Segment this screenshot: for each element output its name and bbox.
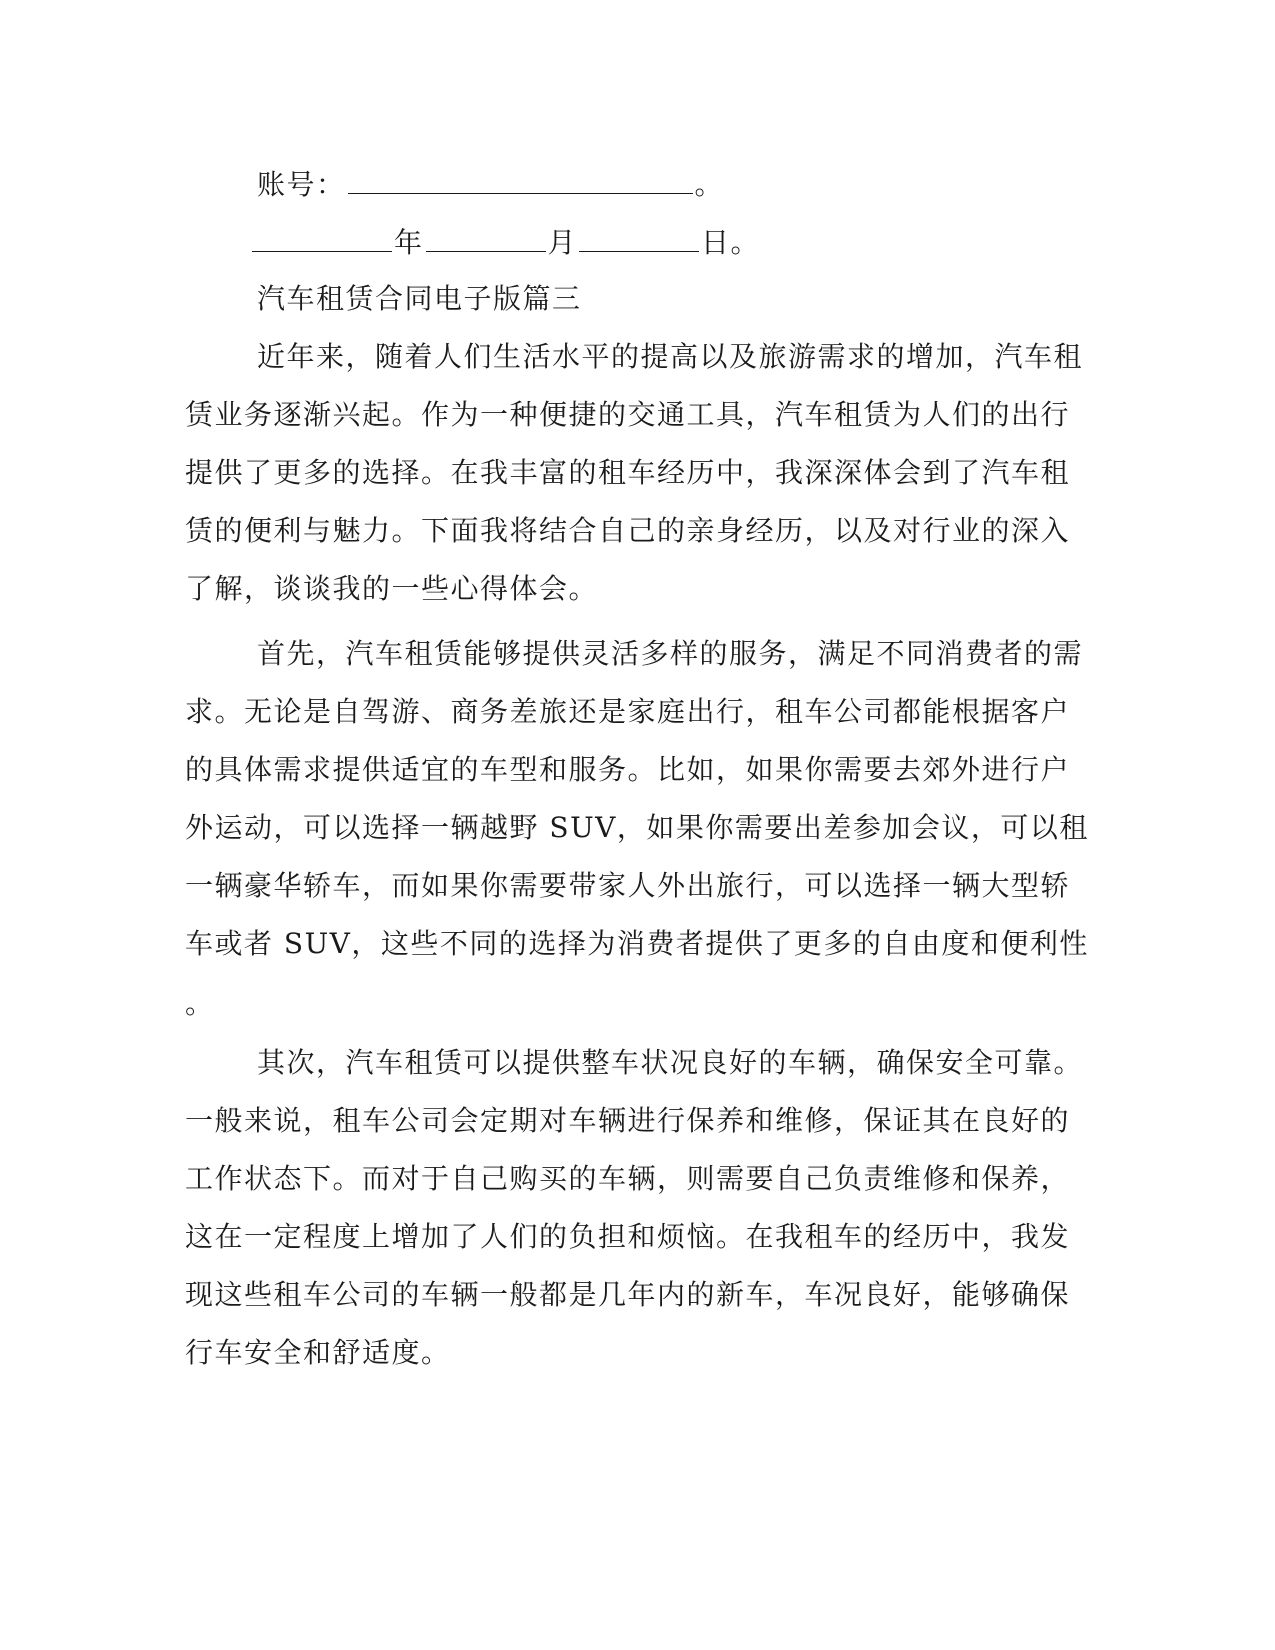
month-blank <box>426 221 546 252</box>
month-label: 月 <box>547 226 578 259</box>
paragraph-line: 。 <box>185 987 215 1020</box>
paragraph-line: 工作状态下。而对于自己购买的车辆，则需要自己负责维修和保养， <box>185 1162 1071 1195</box>
paragraph-line: 求。无论是自驾游、商务差旅还是家庭出行，租车公司都能根据客户 <box>185 695 1071 728</box>
account-blank <box>348 163 693 194</box>
paragraph-line: 这在一定程度上增加了人们的负担和烦恼。在我租车的经历中，我发 <box>185 1220 1071 1253</box>
paragraph-line: 近年来，随着人们生活水平的提高以及旅游需求的增加，汽车租 <box>257 340 1084 373</box>
paragraph-line: 首先，汽车租赁能够提供灵活多样的服务，满足不同消费者的需 <box>257 637 1084 670</box>
account-label: 账号： <box>257 168 346 201</box>
paragraph-line: 现这些租车公司的车辆一般都是几年内的新车，车况良好，能够确保 <box>185 1278 1071 1311</box>
paragraph-line: 赁业务逐渐兴起。作为一种便捷的交通工具，汽车租赁为人们的出行 <box>185 398 1071 431</box>
year-label: 年 <box>394 226 424 259</box>
day-label: 日。 <box>701 226 761 259</box>
year-blank <box>252 221 392 252</box>
account-end: 。 <box>694 168 725 201</box>
account-line <box>257 163 1117 205</box>
paragraph-line: 的具体需求提供适宜的车型和服务。比如，如果你需要去郊外进行户 <box>185 753 1071 786</box>
paragraph-line: 行车安全和舒适度。 <box>185 1336 451 1369</box>
paragraph-line: 提供了更多的选择。在我丰富的租车经历中，我深深体会到了汽车租 <box>185 456 1071 489</box>
paragraph-line: 外运动，可以选择一辆越野 SUV，如果你需要出差参加会议，可以租 <box>185 811 1089 844</box>
day-blank <box>579 221 699 252</box>
paragraph-line: 一般来说，租车公司会定期对车辆进行保养和维修，保证其在良好的 <box>185 1104 1071 1137</box>
paragraph-line: 了解，谈谈我的一些心得体会。 <box>185 572 599 605</box>
paragraph-line: 一辆豪华轿车，而如果你需要带家人外出旅行，可以选择一辆大型轿 <box>185 869 1071 902</box>
date-line <box>250 221 1110 263</box>
paragraph-line: 赁的便利与魅力。下面我将结合自己的亲身经历，以及对行业的深入 <box>185 514 1071 547</box>
paragraph-line: 车或者 SUV，这些不同的选择为消费者提供了更多的自由度和便利性 <box>185 927 1089 960</box>
section-heading: 汽车租赁合同电子版篇三 <box>257 282 582 315</box>
paragraph-line: 其次，汽车租赁可以提供整车状况良好的车辆，确保安全可靠。 <box>257 1046 1084 1079</box>
